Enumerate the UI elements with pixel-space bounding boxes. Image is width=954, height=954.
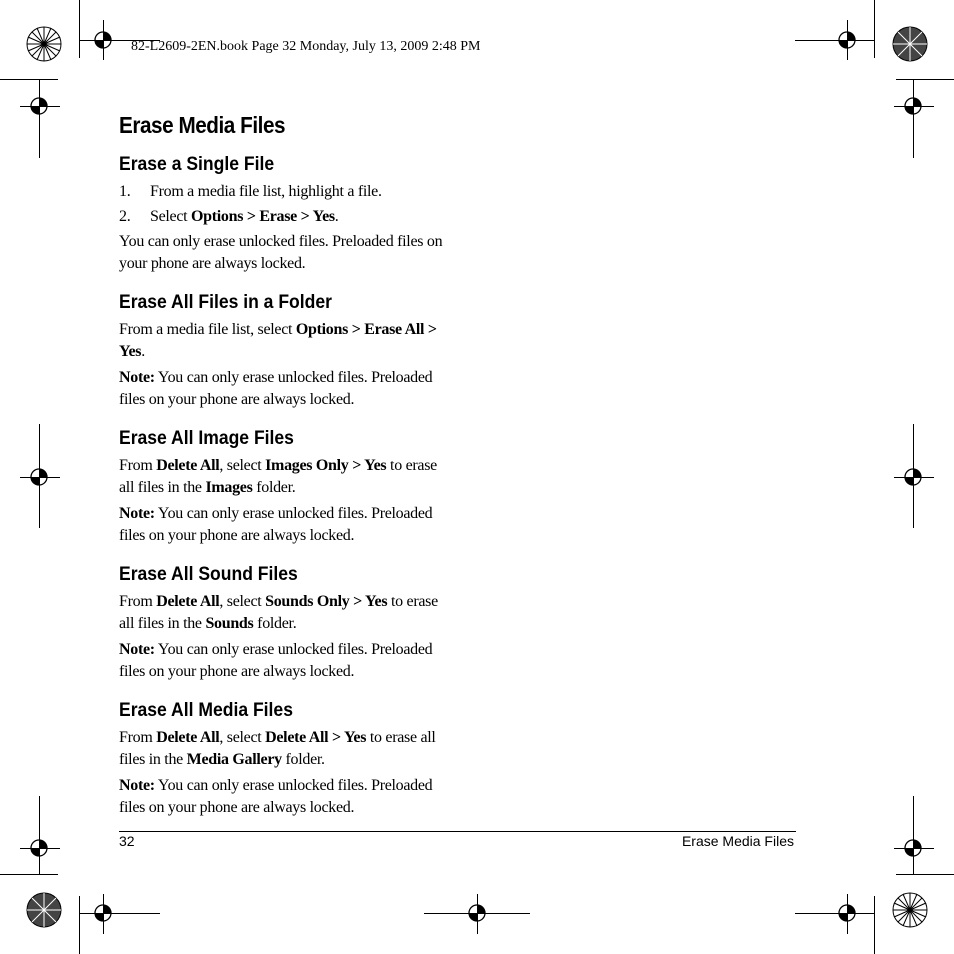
registration-target-icon — [28, 466, 50, 488]
page-content — [119, 112, 449, 823]
crop-line — [896, 79, 954, 80]
menu-path: Options > Erase > Yes — [191, 208, 335, 225]
list-item — [119, 206, 449, 227]
registration-target-icon — [836, 902, 858, 924]
text-pre: From a media file list, select — [119, 321, 296, 338]
step-text — [150, 206, 339, 227]
star-target-icon — [892, 892, 928, 928]
note-text: You can only erase unlocked files. Preloaded files on your phone are always locked. — [119, 641, 433, 680]
step-text-post: . — [334, 208, 339, 225]
crop-line — [896, 874, 954, 875]
registration-target-icon — [28, 95, 50, 117]
footer-rule — [119, 831, 796, 832]
reg-line — [795, 913, 875, 914]
star-target-icon — [26, 892, 62, 928]
registration-target-icon — [902, 837, 924, 859]
section-heading: Erase All Files in a Folder — [119, 291, 332, 313]
note-text: You can only erase unlocked files. Preloaded files on your phone are always locked. — [119, 505, 433, 544]
registration-target-icon — [92, 29, 114, 51]
step-text-pre: Select — [150, 208, 191, 225]
text-pre: From — [119, 457, 157, 474]
note-label: Note: — [119, 505, 155, 522]
reg-line — [39, 80, 40, 158]
menu-path: Images Only > Yes — [265, 457, 387, 474]
page-number: 32 — [119, 833, 135, 849]
note-text: You can only erase unlocked files. Preloaded files on your phone are always locked. — [119, 369, 433, 408]
body-paragraph — [119, 455, 449, 498]
footer-chapter-title: Erase Media Files — [681, 833, 794, 849]
step-number: 1. — [119, 183, 131, 200]
step-list — [119, 181, 449, 227]
note-label: Note: — [119, 641, 155, 658]
reg-line — [913, 796, 914, 874]
section-heading: Erase All Sound Files — [119, 563, 298, 585]
text-mid: , select — [219, 457, 266, 474]
registration-target-icon — [28, 837, 50, 859]
section-heading: Erase All Image Files — [119, 427, 294, 449]
text-post: . — [141, 342, 145, 360]
note-label: Note: — [119, 777, 155, 794]
registration-target-icon — [92, 902, 114, 924]
crop-line — [0, 874, 58, 875]
crop-line — [79, 0, 80, 58]
folder-name: Sounds — [205, 614, 254, 632]
step-number: 2. — [119, 208, 131, 225]
text-post: folder. — [281, 750, 325, 768]
text-mid: to erase all files in the — [119, 729, 436, 768]
print-slug: 82-L2609-2EN.book Page 32 Monday, July 13, 2009 2:48 PM — [131, 39, 481, 54]
menu-name: Delete All — [156, 729, 220, 746]
text-mid: to erase all files in the — [119, 593, 438, 632]
text-pre: From — [119, 593, 157, 610]
crop-line — [874, 896, 875, 954]
crop-line — [0, 79, 58, 80]
body-paragraph — [119, 319, 449, 362]
registration-target-icon — [902, 466, 924, 488]
text-mid: , select — [219, 729, 266, 746]
menu-path: Delete All > Yes — [265, 729, 367, 746]
star-target-icon — [892, 26, 928, 62]
note-paragraph — [119, 775, 449, 818]
note-paragraph — [119, 367, 449, 410]
text-post: folder. — [253, 614, 297, 632]
section-heading: Erase a Single File — [119, 153, 275, 175]
menu-path: Options > Erase All > Yes — [119, 321, 437, 360]
text-post: folder. — [252, 478, 296, 496]
crop-line — [79, 896, 80, 954]
menu-name: Delete All — [156, 457, 220, 474]
note-paragraph — [119, 503, 449, 546]
star-target-icon — [26, 26, 62, 62]
step-text: From a media file list, highlight a file. — [150, 183, 382, 200]
page-title: Erase Media Files — [119, 112, 286, 138]
reg-line — [39, 796, 40, 874]
text-mid: to erase all files in the — [119, 457, 437, 496]
body-paragraph — [119, 727, 449, 770]
registration-target-icon — [836, 29, 858, 51]
menu-path: Sounds Only > Yes — [265, 593, 388, 610]
note-paragraph — [119, 639, 449, 682]
folder-name: Images — [205, 478, 253, 496]
section-heading: Erase All Media Files — [119, 699, 293, 721]
menu-name: Delete All — [156, 593, 220, 610]
body-paragraph — [119, 591, 449, 634]
crop-line — [874, 0, 875, 58]
folder-name: Media Gallery — [186, 750, 282, 768]
text-pre: From — [119, 729, 157, 746]
registration-target-icon — [466, 902, 488, 924]
list-item — [119, 181, 449, 202]
reg-line — [913, 80, 914, 158]
text-mid: , select — [219, 593, 266, 610]
reg-line — [795, 40, 875, 41]
note-text: You can only erase unlocked files. Preloaded files on your phone are always locked. — [119, 777, 433, 816]
registration-target-icon — [902, 95, 924, 117]
body-paragraph: You can only erase unlocked files. Preloaded files on your phone are always locked. — [119, 233, 443, 272]
note-label: Note: — [119, 369, 155, 386]
